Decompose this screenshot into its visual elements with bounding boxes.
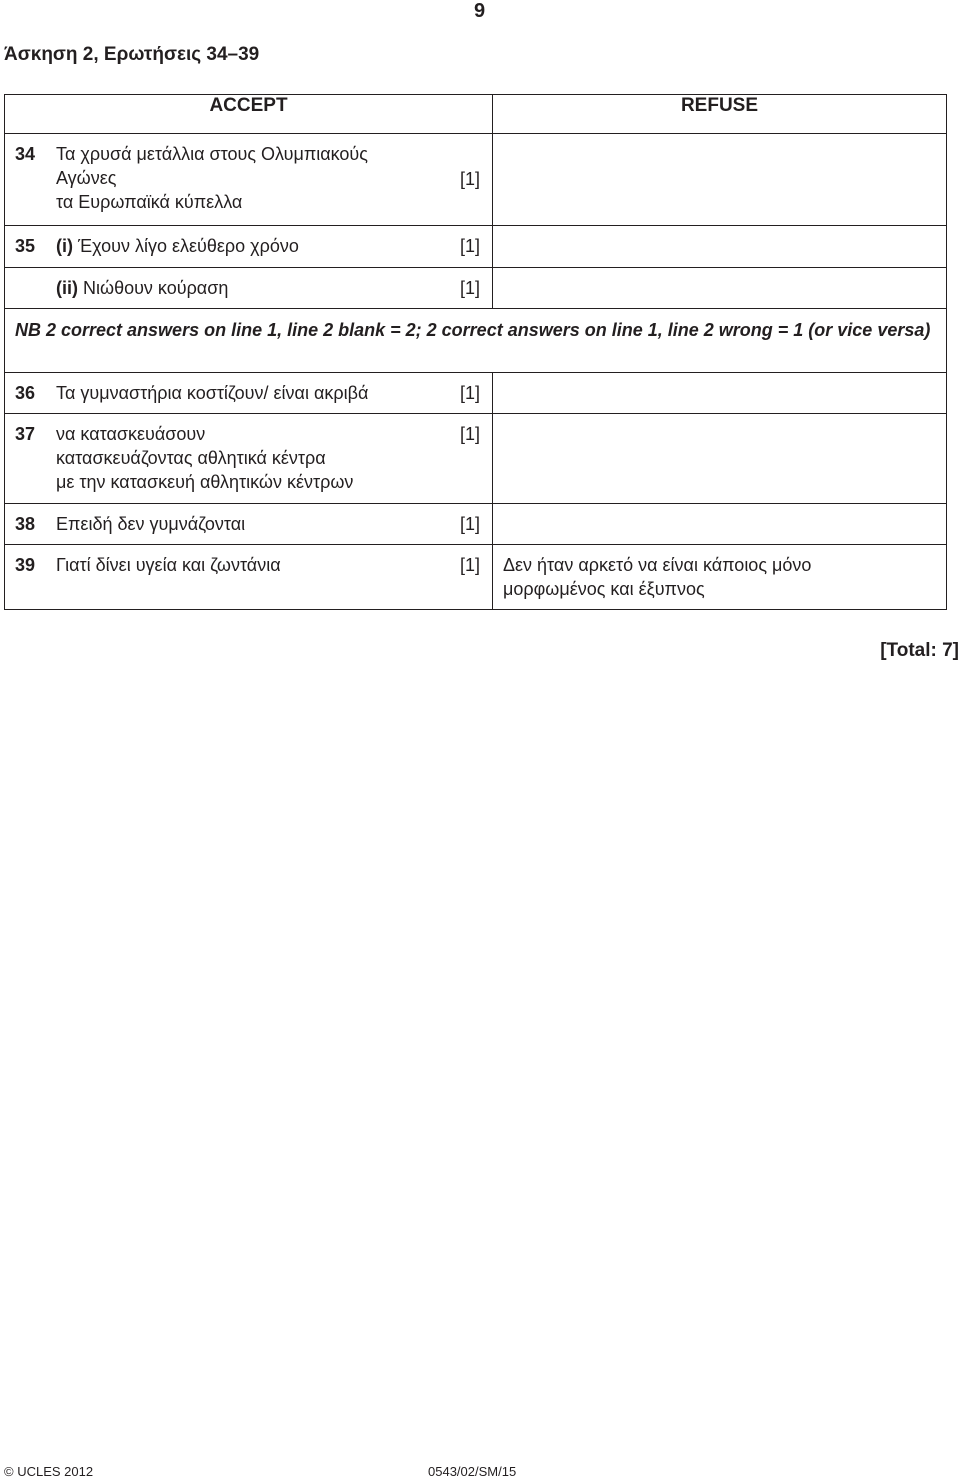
answer-text [56,142,436,214]
accept-cell [5,545,493,610]
refuse-cell [493,545,947,610]
mark: [1] [459,236,480,256]
answer-line: με την κατασκευή αθλητικών κέντρων [56,472,354,492]
answer-text: Έχουν λίγο ελεύθερο χρόνο [78,236,299,256]
answer-line: να κατασκευάσουν [56,424,206,444]
marking-note: NB 2 correct answers on line 1, line 2 blank = 2; 2 correct answers on line 1, line 2 wrong = 1 (or vice versa) [15,320,931,340]
mark: [1] [459,169,480,189]
mark: [1] [459,514,480,534]
accept-cell [5,373,493,414]
refuse-cell [493,504,947,545]
answer-line: κατασκευάζοντας αθλητικά κέντρα [56,448,326,468]
mark: [1] [459,278,480,298]
refuse-cell [493,373,947,414]
mark-scheme-table [4,94,947,610]
question-number: 36 [15,383,36,403]
question-number: 38 [15,514,36,534]
answer-text: Τα γυμναστήρια κοστίζουν/ είναι ακριβά [56,383,369,403]
header-row [5,95,947,134]
accept-cell [5,414,493,504]
refuse-cell [493,268,947,309]
refuse-cell [493,414,947,504]
question-number: 39 [15,555,36,575]
document-code: 0543/02/SM/15 [428,1464,517,1479]
sub-question-label: (i) [56,236,73,256]
mark: [1] [459,383,480,403]
sub-question-label: (ii) [56,278,78,298]
question-number: 37 [15,424,36,444]
answer-line: Αγώνες [56,168,117,188]
page-number: 9 [474,0,486,22]
refuse-cell [493,226,947,268]
answer-text: Επειδή δεν γυμνάζονται [56,514,246,534]
mark: [1] [459,555,480,575]
answer-text: Νιώθουν κούραση [83,278,229,298]
table-row [5,545,947,610]
refuse-line: Δεν ήταν αρκετό να είναι κάποιος μόνο [503,555,812,575]
table-row [5,226,947,268]
note-cell [5,309,947,373]
refuse-line: μορφωμένος και έξυπνος [503,579,705,599]
mark: [1] [459,424,480,444]
accept-cell [5,268,493,309]
table-row [5,268,947,309]
answer-line: τα Ευρωπαϊκά κύπελλα [56,192,243,212]
question-number: 35 [15,236,36,256]
total-marks: [Total: 7] [880,640,959,661]
table-row [5,504,947,545]
table-row [5,373,947,414]
copyright-footer: © UCLES 2012 [4,1464,94,1479]
refuse-cell [493,134,947,226]
refuse-column-header: REFUSE [493,95,947,134]
answer-text [56,422,436,494]
table-row [5,414,947,504]
accept-cell [5,504,493,545]
accept-cell [5,134,493,226]
accept-cell [5,226,493,268]
question-number: 34 [15,144,36,164]
table-row [5,134,947,226]
answer-text: Γιατί δίνει υγεία και ζωντάνια [56,555,281,575]
refuse-answer [493,545,946,609]
answer-line: Τα χρυσά μετάλλια στους Ολυμπιακούς [56,144,368,164]
note-row [5,309,947,373]
exercise-heading: Άσκηση 2, Ερωτήσεις 34–39 [4,44,260,65]
accept-column-header: ACCEPT [5,95,493,134]
